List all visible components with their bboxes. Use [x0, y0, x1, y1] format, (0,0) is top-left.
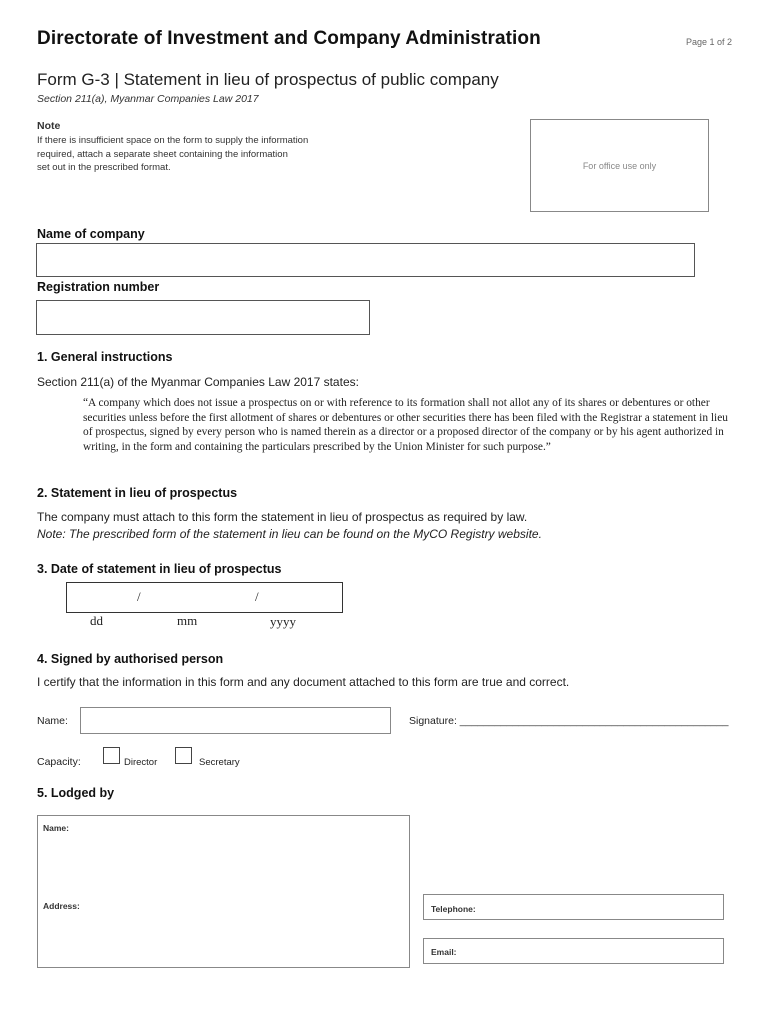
secretary-checkbox[interactable] — [175, 747, 192, 764]
signature-line[interactable]: Signature: ______________________________________________ — [409, 715, 729, 727]
certify-text: I certify that the information in this form and any document attached to this form are true and correct. — [37, 675, 570, 689]
office-use-label: For office use only — [582, 160, 657, 171]
law-quote: “A company which does not issue a prospectus on or with reference to its formation shall not allot any of its shares or debentures or other securities unless before the first allotment of shares or debentures or other securities there has been filed with the Registrar a statement in lieu of prospectus, signed by every person who is named therein as a director or a proposed director of the company or by his agent authorized in writing, in the form and containing the particulars prescribed by the Union Minister for such purpose.” — [83, 397, 728, 453]
section-4-heading: 4. Signed by authorised person — [37, 652, 224, 666]
note-line: required, attach a separate sheet containing the information — [37, 148, 288, 160]
page-number: Page 1 of 2 — [685, 37, 732, 47]
lodger-name-label: Name: — [43, 823, 69, 833]
note-text — [37, 134, 367, 175]
form-subtitle: Section 211(a), Myanmar Companies Law 2017 — [37, 93, 259, 105]
lodger-details-box[interactable] — [37, 815, 410, 968]
registration-number-label: Registration number — [37, 280, 160, 294]
note-line: If there is insufficient space on the form to supply the information — [37, 135, 309, 146]
section-2-text: The company must attach to this form the statement in lieu of prospectus as required by law. — [37, 510, 528, 524]
section-1-heading: 1. General instructions — [37, 350, 173, 364]
email-field[interactable] — [423, 938, 724, 964]
company-name-label: Name of company — [37, 227, 145, 241]
capacity-label: Capacity: — [37, 756, 81, 768]
date-mm-label: mm — [177, 613, 198, 628]
note-heading: Note — [37, 120, 61, 132]
section-2-heading: 2. Statement in lieu of prospectus — [37, 486, 238, 500]
date-separator: / — [137, 589, 141, 604]
director-option-label: Director — [124, 757, 158, 768]
section-1-intro: Section 211(a) of the Myanmar Companies Law 2017 states: — [37, 375, 359, 389]
company-name-field[interactable] — [36, 243, 695, 277]
date-yyyy-label: yyyy — [270, 614, 296, 629]
form-title: Form G-3 | Statement in lieu of prospectus of public company — [37, 70, 499, 89]
section-3-heading: 3. Date of statement in lieu of prospectus — [37, 562, 282, 576]
office-use-box — [530, 119, 709, 212]
director-checkbox[interactable] — [103, 747, 120, 764]
date-field[interactable] — [66, 582, 343, 613]
email-label: Email: — [431, 947, 457, 957]
telephone-label: Telephone: — [431, 904, 476, 914]
lodger-address-label: Address: — [43, 901, 80, 911]
note-line: set out in the prescribed format. — [37, 162, 171, 173]
section-5-heading: 5. Lodged by — [37, 786, 115, 800]
directorate-title: Directorate of Investment and Company Administration — [37, 28, 541, 49]
secretary-option-label: Secretary — [199, 757, 240, 768]
signer-name-field[interactable] — [80, 707, 391, 734]
section-2-note: Note: The prescribed form of the statement in lieu can be found on the MyCO Registry website. — [37, 527, 542, 541]
signer-name-label: Name: — [37, 715, 68, 727]
registration-number-field[interactable] — [36, 300, 370, 335]
date-dd-label: dd — [90, 613, 103, 628]
date-separator: / — [255, 589, 259, 604]
